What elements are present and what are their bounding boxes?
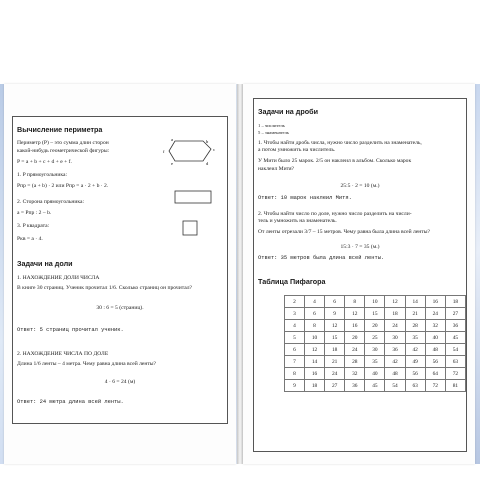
table-cell: 15 bbox=[365, 308, 385, 320]
table-row bbox=[285, 368, 466, 380]
table-cell: 20 bbox=[365, 320, 385, 332]
shape-label-b: b bbox=[206, 139, 209, 144]
perimeter-item-1: 1. P прямоугольника: bbox=[17, 172, 68, 178]
fractions-task-2: От ленты отрезали 3/7 – 15 метров. Чему равна была длина всей ленты? bbox=[258, 229, 430, 235]
table-cell: 6 bbox=[304, 308, 324, 320]
right-content-box bbox=[253, 98, 467, 452]
left-page bbox=[4, 84, 236, 464]
table-cell: 40 bbox=[425, 332, 445, 344]
fractions-rule-2a: 2. Чтобы найти число по доле, нужно число разделить на числи- bbox=[258, 211, 412, 217]
left-content-box bbox=[12, 116, 228, 424]
table-cell: 7 bbox=[285, 356, 305, 368]
table-cell: 45 bbox=[365, 380, 385, 392]
parts-section-2-text: Длина 1/6 ленты – 4 метра. Чему равна длина всей ленты? bbox=[17, 361, 157, 367]
table-cell: 25 bbox=[365, 332, 385, 344]
table-row bbox=[285, 380, 466, 392]
fractions-calc-2: 15:3 · 7 = 35 (м.) bbox=[340, 244, 380, 250]
fractions-task-1b: наклеил Митя? bbox=[258, 166, 295, 172]
table-cell: 9 bbox=[325, 308, 345, 320]
table-cell: 24 bbox=[425, 308, 445, 320]
table-cell: 45 bbox=[445, 332, 465, 344]
table-cell: 21 bbox=[405, 308, 425, 320]
side-formula: a = Pпр : 2 – b. bbox=[17, 210, 52, 216]
table-cell: 6 bbox=[325, 296, 345, 308]
table-cell: 10 bbox=[304, 332, 324, 344]
table-cell: 16 bbox=[345, 320, 365, 332]
table-row bbox=[285, 356, 466, 368]
table-cell: 8 bbox=[285, 368, 305, 380]
table-cell: 12 bbox=[325, 320, 345, 332]
table-cell: 42 bbox=[385, 356, 405, 368]
table-cell: 28 bbox=[345, 356, 365, 368]
table-cell: 18 bbox=[304, 380, 324, 392]
table-cell: 10 bbox=[365, 296, 385, 308]
table-cell: 27 bbox=[325, 380, 345, 392]
table-cell: 72 bbox=[425, 380, 445, 392]
table-cell: 54 bbox=[445, 344, 465, 356]
table-cell: 56 bbox=[405, 368, 425, 380]
fractions-calc-1: 25:5 · 2 = 10 (м.) bbox=[340, 183, 380, 189]
table-cell: 24 bbox=[385, 320, 405, 332]
table-cell: 8 bbox=[304, 320, 324, 332]
table-cell: 28 bbox=[405, 320, 425, 332]
table-row bbox=[285, 332, 466, 344]
table-cell: 12 bbox=[304, 344, 324, 356]
parts-section-1-answer: Ответ: 5 страниц прочитал ученик. bbox=[17, 327, 124, 333]
parts-section-2-title: 2. НАХОЖДЕНИЕ ЧИСЛА ПО ДОЛЕ bbox=[17, 351, 109, 357]
table-cell: 4 bbox=[304, 296, 324, 308]
table-cell: 18 bbox=[385, 308, 405, 320]
shape-label-a: a bbox=[171, 137, 173, 142]
table-cell: 2 bbox=[285, 296, 305, 308]
pythagoras-title: Таблица Пифагора bbox=[258, 277, 326, 286]
pythagoras-table bbox=[284, 295, 466, 392]
table-cell: 64 bbox=[425, 368, 445, 380]
table-cell: 12 bbox=[385, 296, 405, 308]
table-cell: 16 bbox=[304, 368, 324, 380]
table-row bbox=[285, 296, 466, 308]
table-row bbox=[285, 308, 466, 320]
table-cell: 49 bbox=[405, 356, 425, 368]
table-cell: 9 bbox=[285, 380, 305, 392]
table-cell: 32 bbox=[425, 320, 445, 332]
table-cell: 6 bbox=[285, 344, 305, 356]
table-cell: 36 bbox=[345, 380, 365, 392]
table-cell: 30 bbox=[385, 332, 405, 344]
table-cell: 24 bbox=[345, 344, 365, 356]
table-cell: 42 bbox=[405, 344, 425, 356]
parts-title: Задачи на доли bbox=[17, 259, 73, 268]
table-cell: 5 bbox=[285, 332, 305, 344]
table-cell: 21 bbox=[325, 356, 345, 368]
hexagon-figure bbox=[159, 135, 219, 175]
table-cell: 48 bbox=[425, 344, 445, 356]
fractions-answer-1: Ответ: 10 марок наклеил Митя. bbox=[258, 195, 352, 201]
table-cell: 63 bbox=[445, 356, 465, 368]
rectangle-figure bbox=[169, 187, 219, 209]
table-cell: 30 bbox=[365, 344, 385, 356]
table-cell: 4 bbox=[285, 320, 305, 332]
table-cell: 63 bbox=[405, 380, 425, 392]
table-cell: 40 bbox=[365, 368, 385, 380]
table-cell: 20 bbox=[345, 332, 365, 344]
shape-label-c: c bbox=[213, 147, 215, 152]
table-cell: 56 bbox=[425, 356, 445, 368]
perimeter-formula: P = a + b + c + d + e + f. bbox=[17, 159, 72, 165]
perimeter-item-3: 3. P квадрата: bbox=[17, 223, 50, 229]
table-cell: 18 bbox=[325, 344, 345, 356]
table-cell: 8 bbox=[345, 296, 365, 308]
shape-label-e: e bbox=[171, 161, 173, 166]
fractions-rule-1a: 1. Чтобы найти дробь числа, нужно число разделить на знаменатель, bbox=[258, 140, 422, 146]
rect-formula: Pпр = (a + b) · 2 или Pпр = a · 2 + b · 2. bbox=[17, 183, 109, 189]
parts-section-1-text: В книге 30 страниц. Ученик прочитал 1/6. Сколько страниц он прочитал? bbox=[17, 285, 193, 291]
perimeter-intro-2: какой-нибудь геометрической фигуры: bbox=[17, 148, 110, 154]
table-cell: 14 bbox=[405, 296, 425, 308]
table-cell: 14 bbox=[304, 356, 324, 368]
fraction-legend-2: 5 – знаменатель bbox=[258, 130, 289, 135]
table-cell: 35 bbox=[405, 332, 425, 344]
perimeter-title: Вычисление периметра bbox=[17, 125, 103, 134]
table-cell: 81 bbox=[445, 380, 465, 392]
table-cell: 72 bbox=[445, 368, 465, 380]
fraction-legend-1: 1 – числитель bbox=[258, 123, 285, 128]
perimeter-item-2: 2. Сторона прямоугольника: bbox=[17, 199, 85, 205]
table-cell: 32 bbox=[345, 368, 365, 380]
parts-section-2-calc: 4 · 6 = 24 (м) bbox=[104, 379, 136, 385]
table-cell: 36 bbox=[385, 344, 405, 356]
table-cell: 24 bbox=[325, 368, 345, 380]
table-cell: 27 bbox=[445, 308, 465, 320]
table-cell: 12 bbox=[345, 308, 365, 320]
shape-label-d: d bbox=[206, 161, 209, 166]
parts-section-1-title: 1. НАХОЖДЕНИЕ ДОЛИ ЧИСЛА bbox=[17, 275, 100, 281]
table-cell: 15 bbox=[325, 332, 345, 344]
table-row bbox=[285, 320, 466, 332]
fractions-title: Задачи на дроби bbox=[258, 107, 319, 116]
table-cell: 16 bbox=[425, 296, 445, 308]
right-page bbox=[243, 84, 475, 464]
table-cell: 36 bbox=[445, 320, 465, 332]
shape-label-f: f bbox=[163, 149, 165, 154]
parts-section-2-answer: Ответ: 24 метра длина всей ленты. bbox=[17, 399, 124, 405]
table-cell: 54 bbox=[385, 380, 405, 392]
fractions-rule-2b: тель и умножить на знаменатель. bbox=[258, 218, 337, 224]
table-row bbox=[285, 344, 466, 356]
fractions-task-1a: У Мити было 25 марок. 2/5 он наклеил в альбом. Сколько марок bbox=[258, 158, 412, 164]
table-cell: 3 bbox=[285, 308, 305, 320]
fractions-answer-2: Ответ: 35 метров была длина всей ленты. bbox=[258, 255, 385, 261]
square-formula: Pкв = a · 4. bbox=[17, 236, 43, 242]
fractions-rule-1b: а потом умножить на числитель. bbox=[258, 147, 336, 153]
table-cell: 18 bbox=[445, 296, 465, 308]
parts-section-1-calc: 30 : 6 = 5 (страниц). bbox=[96, 305, 144, 311]
table-cell: 48 bbox=[385, 368, 405, 380]
table-cell: 35 bbox=[365, 356, 385, 368]
perimeter-intro-1: Периметр (P) – это сумма длин сторон bbox=[17, 140, 109, 146]
square-figure bbox=[177, 217, 207, 241]
